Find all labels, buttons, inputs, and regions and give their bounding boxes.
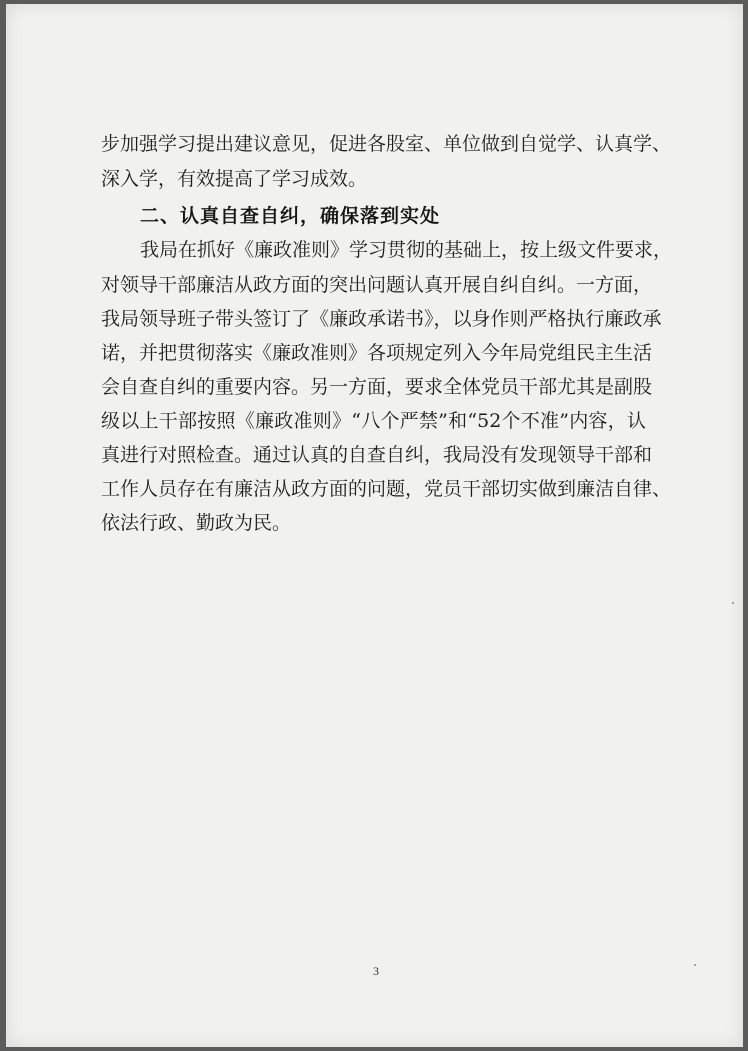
paragraph-line: 诺，并把贯彻落实《廉政准则》各项规定列入今年局党组民主生活 <box>101 342 653 364</box>
paragraph-line: 工作人员存在有廉洁从政方面的问题，党员干部切实做到廉洁自律、 <box>101 478 672 500</box>
paragraph-line: 真进行对照检查。通过认真的自查自纠，我局没有发现领导干部和 <box>101 444 653 466</box>
body-line: 深入学，有效提高了学习成效。 <box>101 168 368 190</box>
document-page <box>6 4 743 1047</box>
paragraph-line: 对领导干部廉洁从政方面的突出问题认真开展自纠自纠。一方面， <box>101 274 653 296</box>
paragraph-line: 级以上干部按照《廉政准则》“八个严禁”和“52个不准”内容，认 <box>101 410 646 432</box>
body-line: 步加强学习提出建议意见，促进各股室、单位做到自觉学、认真学、 <box>101 133 672 155</box>
section-heading: 二、认真自查自纠，确保落到实处 <box>140 205 441 227</box>
scan-speck <box>694 964 696 966</box>
paragraph-line: 我局领导班子带头签订了《廉政承诺书》，以身作则严格执行廉政承 <box>101 308 662 330</box>
paragraph-line: 我局在抓好《廉政准则》学习贯彻的基础上，按上级文件要求， <box>140 239 673 261</box>
page-number: 3 <box>373 964 379 978</box>
scan-speck <box>732 602 734 604</box>
paragraph-line: 依法行政、勤政为民。 <box>101 512 292 534</box>
paragraph-line: 会自查自纠的重要内容。另一方面，要求全体党员干部尤其是副股 <box>101 376 653 398</box>
